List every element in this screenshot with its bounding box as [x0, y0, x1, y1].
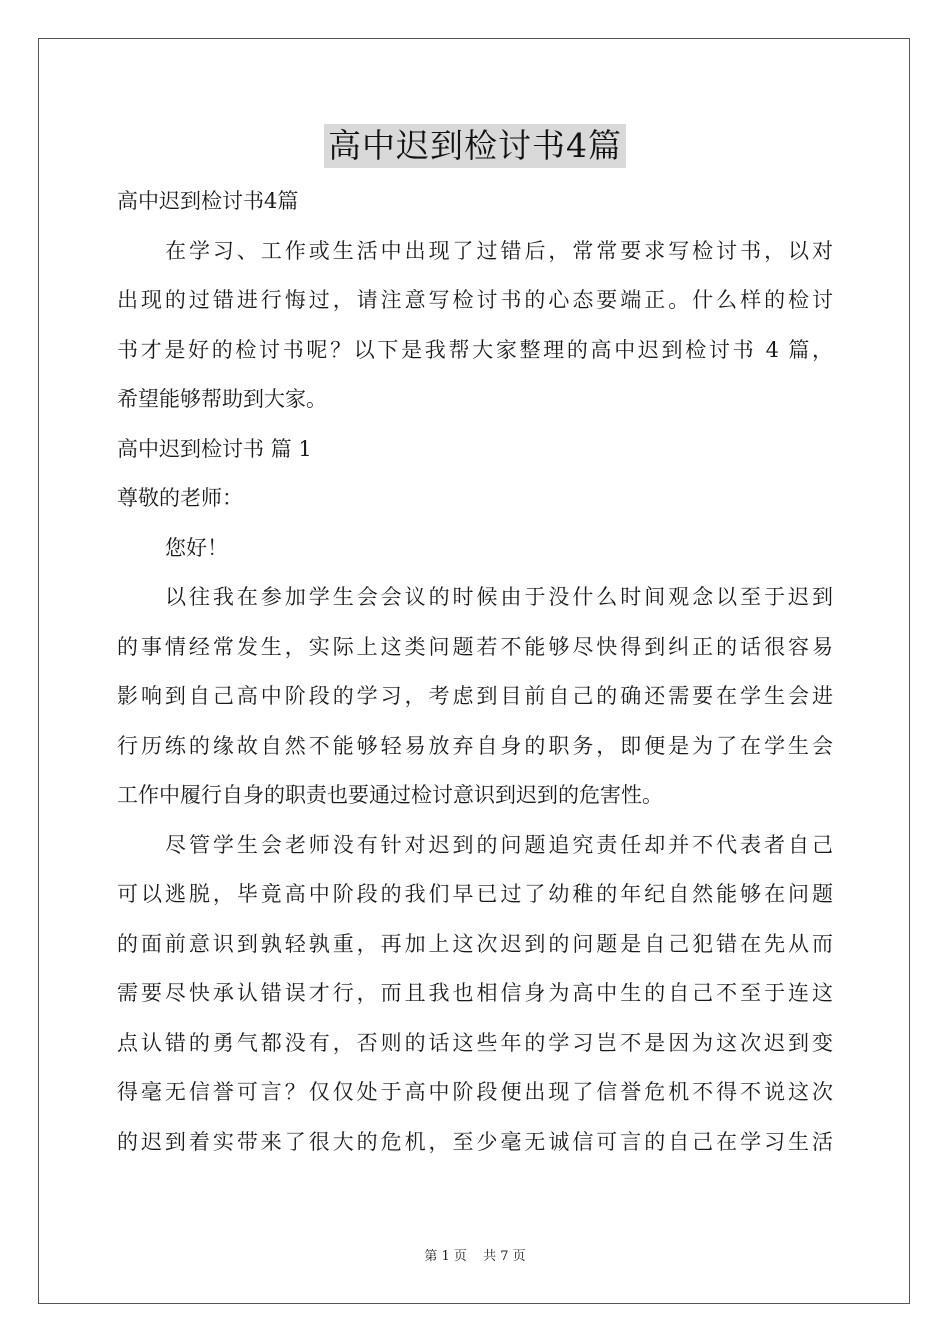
paragraph-line: 影响到自己高中阶段的学习，考虑到目前自己的确还需要在学生会进: [117, 684, 833, 708]
paragraph-line: 点认错的勇气都没有，否则的话这些年的学习岂不是因为这次迟到变: [117, 1030, 833, 1055]
paragraph-line: 书才是好的检讨书呢？以下是我帮大家整理的高中迟到检讨书 4 篇，: [117, 337, 833, 362]
greeting-line: 您好！: [165, 535, 228, 560]
page-footer: [0, 1245, 950, 1264]
title-area: [0, 124, 950, 168]
paragraph-line: 行历练的缘故自然不能够轻易放弃自身的职务，即便是为了在学生会: [117, 733, 833, 758]
section-heading: 高中迟到检讨书 篇 1: [117, 436, 312, 461]
page-number: 第 1 页: [424, 1249, 467, 1264]
paragraph-line: 工作中履行自身的职责也要通过检讨意识到迟到的危害性。: [117, 783, 663, 807]
paragraph-line: 的事情经常发生，实际上这类问题若不能够尽快得到纠正的话很容易: [117, 634, 833, 659]
paragraph-line: 的面前意识到孰轻孰重，再加上这次迟到的问题是自己犯错在先从而: [117, 931, 833, 956]
salutation-line: 尊敬的老师：: [117, 486, 243, 510]
paragraph-line: 以往我在参加学生会会议的时候由于没什么时间观念以至于迟到: [165, 585, 833, 609]
document-body: [117, 177, 833, 1167]
document-title: 高中迟到检讨书4篇: [324, 124, 626, 168]
paragraph-line: 在学习、工作或生活中出现了过错后，常常要求写检讨书，以对: [165, 238, 833, 263]
paragraph-line: 尽管学生会老师没有针对迟到的问题追究责任却并不代表者自己: [165, 832, 833, 857]
paragraph-line: 得毫无信誉可言？仅仅处于高中阶段便出现了信誉危机不得不说这次: [117, 1080, 833, 1104]
paragraph-line: 的迟到着实带来了很大的危机，至少毫无诚信可言的自己在学习生活: [117, 1129, 833, 1154]
paragraph-line: 可以逃脱，毕竟高中阶段的我们早已过了幼稚的年纪自然能够在问题: [117, 882, 833, 906]
page-total: 共 7 页: [483, 1249, 526, 1264]
paragraph-line: 需要尽快承认错误才行，而且我也相信身为高中生的自己不至于连这: [117, 981, 833, 1005]
subtitle-line: 高中迟到检讨书4篇: [117, 189, 299, 213]
paragraph-line: 希望能够帮助到大家。: [117, 387, 327, 411]
paragraph-line: 出现的过错进行悔过，请注意写检讨书的心态要端正。什么样的检讨: [117, 288, 833, 312]
